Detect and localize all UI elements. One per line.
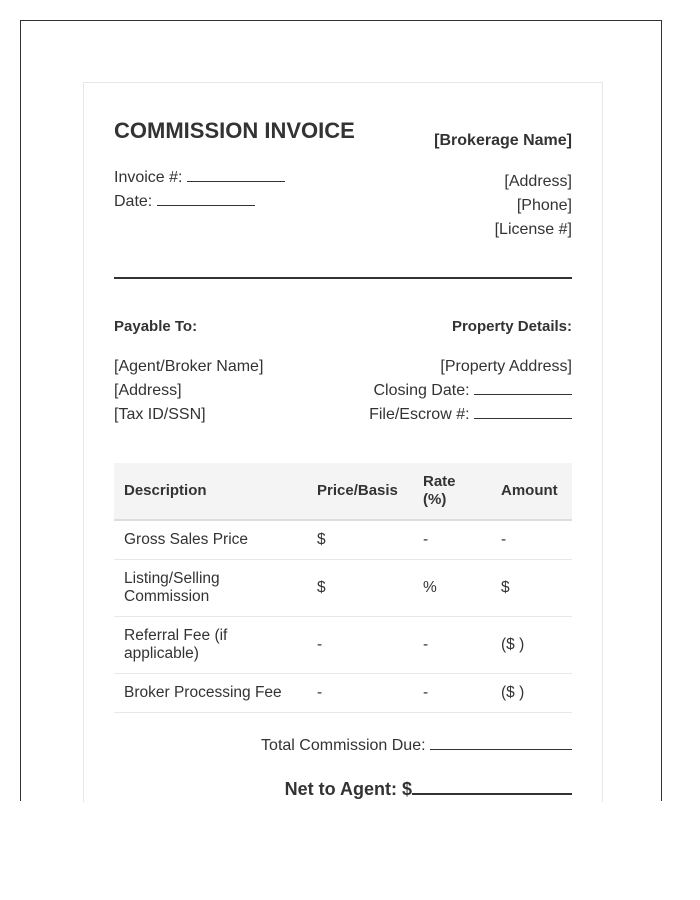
net-to-agent-label: Net to Agent: $ [284, 779, 412, 799]
table-cell: Broker Processing Fee [114, 674, 307, 713]
property-details-heading: Property Details: [451, 318, 572, 335]
date-line [114, 190, 285, 214]
table-cell: - [413, 674, 491, 713]
header-divider [114, 277, 572, 279]
table-cell: Gross Sales Price [114, 520, 307, 560]
table-row [114, 674, 572, 713]
payable-to-block [114, 355, 263, 427]
table-cell: $ [307, 560, 413, 617]
property-details-block [369, 355, 572, 427]
net-to-agent-blank [412, 777, 572, 795]
invoice-number-blank [187, 167, 285, 182]
closing-date-blank [474, 380, 572, 395]
closing-date-label: Closing Date: [373, 382, 470, 399]
table-cell: ($ ) [491, 617, 572, 674]
agent-name: [Agent/Broker Name] [114, 358, 264, 375]
table-cell: - [491, 520, 572, 560]
payable-to-heading: Payable To: [114, 318, 198, 335]
date-label: Date: [114, 193, 153, 210]
date-blank [157, 191, 255, 206]
total-commission-line [261, 735, 572, 755]
column-header-rate: Rate (%) [413, 463, 491, 520]
invoice-title: COMMISSION INVOICE [114, 118, 355, 143]
file-escrow-label: File/Escrow #: [369, 406, 470, 423]
column-header-amount: Amount [491, 463, 572, 520]
table-header-row [114, 463, 572, 520]
property-address: [Property Address] [440, 358, 572, 375]
net-to-agent-line [285, 777, 572, 800]
column-header-description: Description [114, 463, 307, 520]
file-escrow-line [369, 403, 572, 427]
table-cell: - [413, 617, 491, 674]
brokerage-name: [Brokerage Name] [434, 132, 572, 149]
invoice-number-label: Invoice #: [114, 169, 183, 186]
table-cell: Referral Fee (if applicable) [114, 617, 307, 674]
table-row [114, 520, 572, 560]
total-commission-blank [430, 735, 572, 750]
closing-date-line [369, 379, 572, 403]
brokerage-license: [License #] [494, 221, 572, 238]
table-cell: ($ ) [491, 674, 572, 713]
invoice-number-line [114, 166, 285, 190]
table-cell: Listing/Selling Commission [114, 560, 307, 617]
table-cell: - [307, 617, 413, 674]
column-header-price-basis: Price/Basis [307, 463, 413, 520]
table-row [114, 560, 572, 617]
invoice-page [83, 82, 603, 802]
commission-table [114, 463, 572, 713]
table-cell: % [413, 560, 491, 617]
invoice-meta [114, 166, 285, 214]
agent-tax-id: [Tax ID/SSN] [114, 406, 206, 423]
brokerage-address: [Address] [504, 173, 572, 190]
file-escrow-blank [474, 404, 572, 419]
brokerage-contact [495, 170, 572, 242]
table-row [114, 617, 572, 674]
total-commission-label: Total Commission Due: [261, 737, 426, 754]
agent-address: [Address] [114, 382, 182, 399]
table-cell: $ [307, 520, 413, 560]
table-cell: $ [491, 560, 572, 617]
brokerage-phone: [Phone] [516, 197, 572, 214]
table-cell: - [413, 520, 491, 560]
document-sheet [20, 20, 662, 801]
table-cell: - [307, 674, 413, 713]
